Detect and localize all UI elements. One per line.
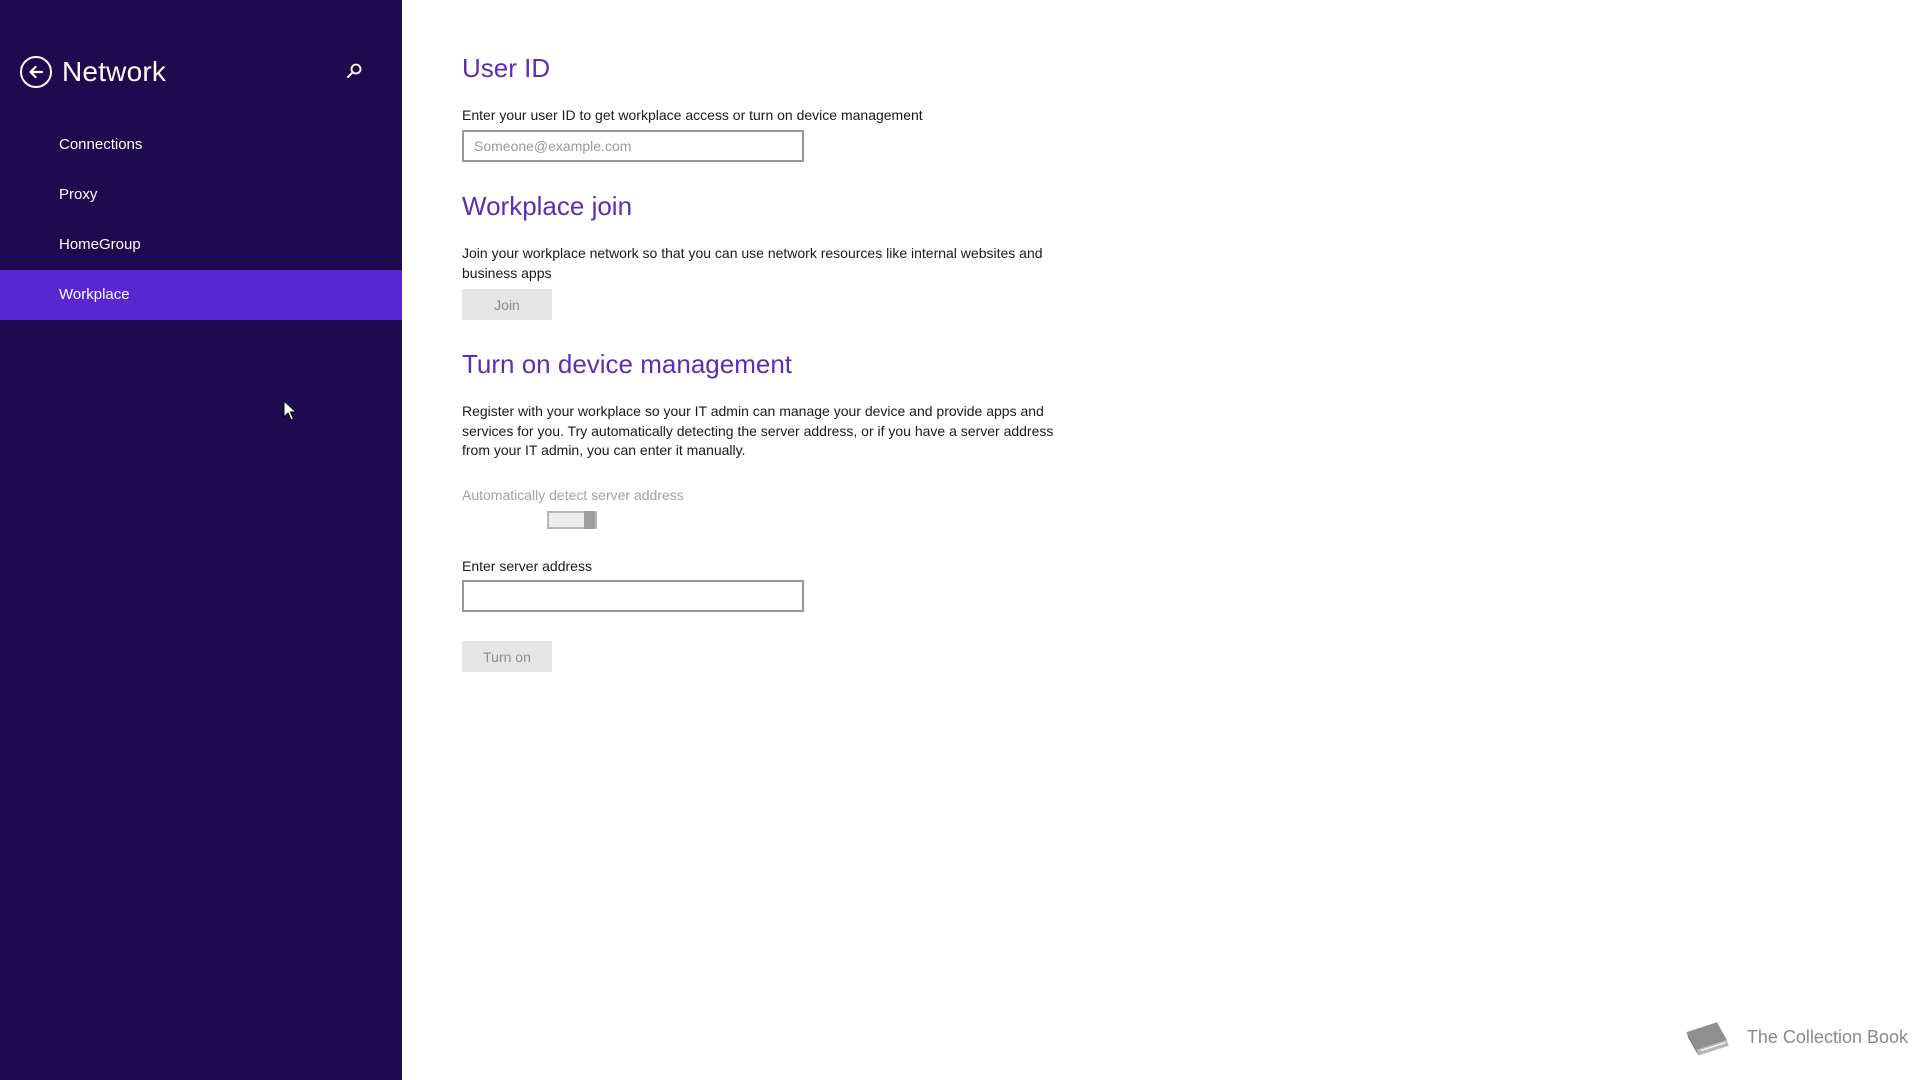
device-management-title: Turn on device management <box>462 349 793 379</box>
workplace-join-title: Workplace join <box>462 191 633 221</box>
user-id-input[interactable] <box>462 130 804 162</box>
sidebar-item-homegroup[interactable]: HomeGroup <box>59 236 141 253</box>
turn-on-button[interactable]: Turn on <box>462 641 552 672</box>
book-icon <box>1679 1012 1735 1062</box>
watermark <box>1679 1012 1908 1062</box>
auto-detect-toggle[interactable] <box>547 511 597 529</box>
mouse-cursor-icon <box>283 400 297 422</box>
sidebar-nav <box>0 120 402 320</box>
sidebar-item-proxy[interactable]: Proxy <box>59 186 98 203</box>
user-id-title: User ID <box>462 53 551 83</box>
server-address-label: Enter server address <box>462 558 592 574</box>
server-address-input[interactable] <box>462 580 804 612</box>
workplace-join-description: Join your workplace network so that you can use network resources like internal websites and business apps <box>462 245 1043 281</box>
sidebar <box>0 0 402 1080</box>
toggle-thumb <box>584 511 595 529</box>
back-arrow-icon <box>27 63 45 81</box>
search-icon[interactable] <box>344 61 364 81</box>
watermark-text: The Collection Book <box>1746 1026 1908 1047</box>
device-management-description: Register with your workplace so your IT admin can manage your device and provide apps and services for you. Try automatically detecting the server address, or if you have a server address from your IT admin, you can enter it manually. <box>462 403 1054 458</box>
sidebar-header <box>20 52 382 92</box>
auto-detect-label: Automatically detect server address <box>462 487 684 503</box>
join-button[interactable]: Join <box>462 289 552 320</box>
back-button[interactable] <box>20 56 52 88</box>
sidebar-item-workplace[interactable]: Workplace <box>0 270 402 320</box>
sidebar-title: Network <box>62 56 167 87</box>
user-id-description: Enter your user ID to get workplace access or turn on device management <box>462 107 923 123</box>
sidebar-item-connections[interactable]: Connections <box>59 136 143 153</box>
